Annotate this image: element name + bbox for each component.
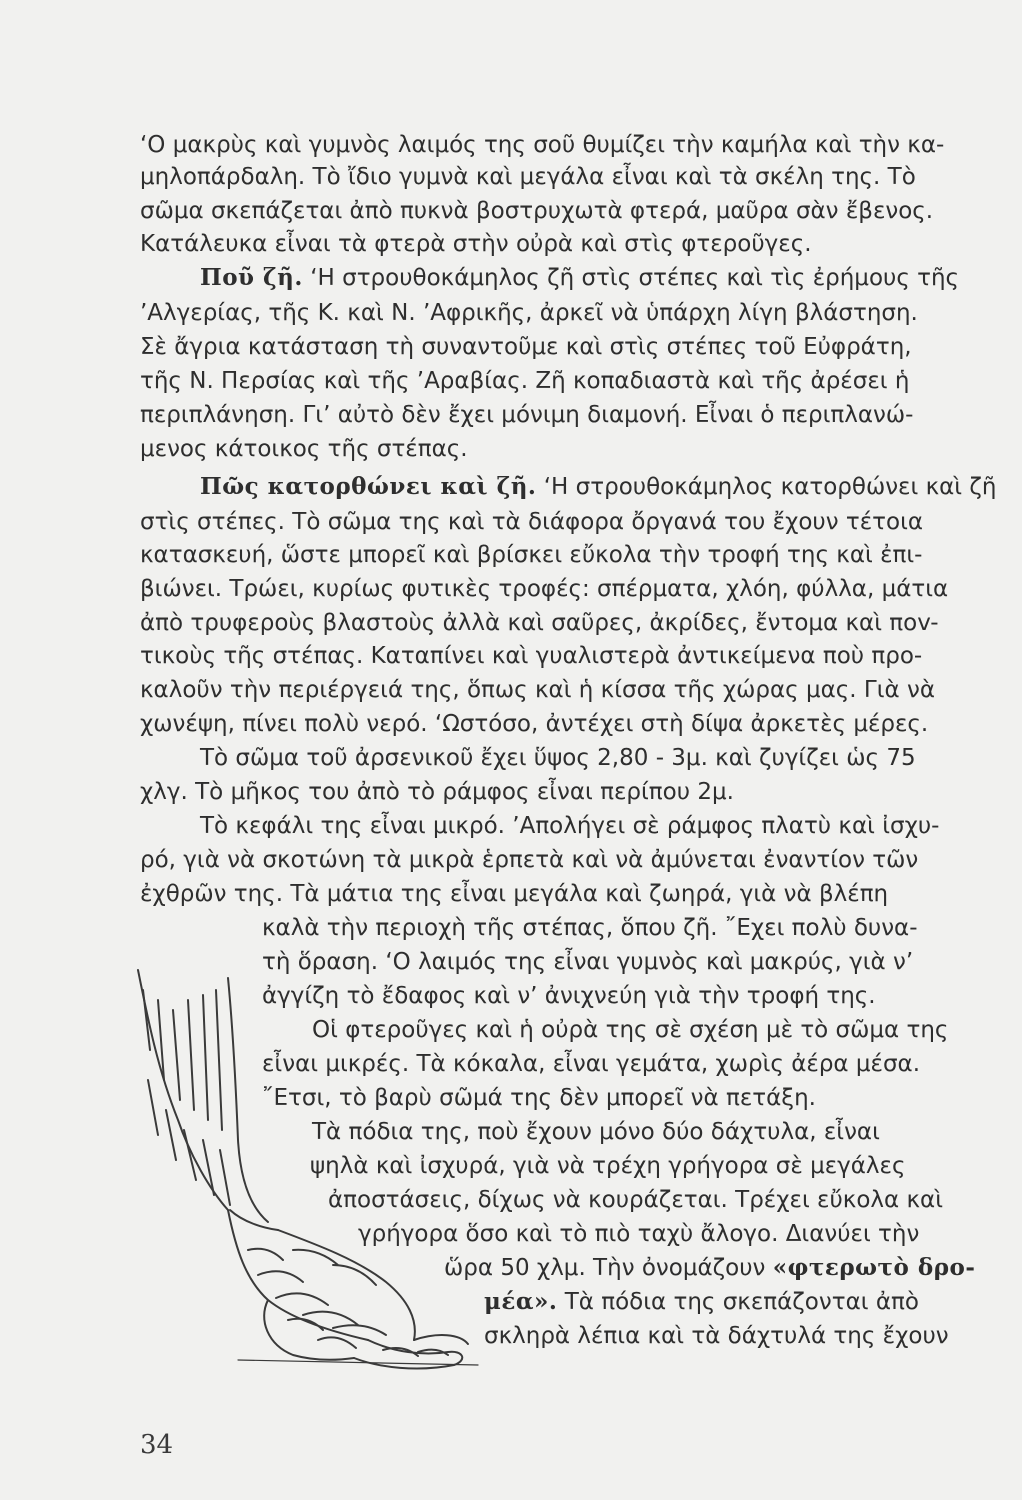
text-line: χλγ. Τὸ μῆκος του ἀπὸ τὸ ράμφος εἶναι περίπου 2μ. xyxy=(140,779,734,805)
text-line: Τὰ πόδια της, ποὺ ἔχουν μόνο δύο δάχτυλα, εἶναι xyxy=(312,1119,880,1145)
text-line: ἀπὸ τρυφεροὺς βλαστοὺς ἀλλὰ καὶ σαῦρες, ἀκρίδες, ἔντομα καὶ ποv- xyxy=(140,610,939,636)
bold-term: «φτερωτὸ δρο- xyxy=(772,1254,976,1281)
text-line: κατασκευή, ὥστε μπορεῖ καὶ βρίσκει εὔκολα τὴν τροφή της καὶ ἐπι- xyxy=(140,542,923,568)
text-line: ψηλὰ καὶ ἰσχυρά, γιὰ νὰ τρέχη γρήγορα σὲ μεγάλες xyxy=(310,1153,906,1179)
text-line: μέα». Τὰ πόδια της σκεπάζονται ἀπὸ xyxy=(484,1288,919,1315)
page-number: 34 xyxy=(140,1430,174,1460)
text-line: ἀποστάσεις, δίχως νὰ κουράζεται. Τρέχει εὔκολα καὶ xyxy=(328,1187,944,1213)
text-line: ‘Ο μακρὺς καὶ γυμνὸς λαιμός της σοῦ θυμίζει τὴν καμήλα καὶ τὴν κα- xyxy=(140,132,945,158)
text-line: στὶς στέπες. Τὸ σῶμα της καὶ τὰ διάφορα ὄργανά του ἔχουν τέτοια xyxy=(140,509,924,535)
text-line: Ποῦ ζῆ. ‘Η στρουθοκάμηλος ζῆ στὶς στέπες καὶ τὶς ἐρήμους τῆς xyxy=(200,264,960,291)
ostrich-leg-illustration xyxy=(118,960,498,1380)
text-line: Πῶς κατορθώνει καὶ ζῆ. ‘Η στρουθοκάμηλος κατορθώνει καὶ ζῆ xyxy=(200,473,997,500)
text-line: γρήγορα ὅσο καὶ τὸ πιὸ ταχὺ ἄλογο. Διανύει τὴν xyxy=(358,1221,920,1247)
text-line: σκληρὰ λέπια καὶ τὰ δάχτυλά της ἔχουν xyxy=(484,1323,949,1349)
text-line: βιώνει. Τρώει, κυρίως φυτικὲς τροφές: σπέρματα, χλόη, φύλλα, μάτια xyxy=(140,576,949,602)
text-line: ἀγγίζη τὸ ἔδαφος καὶ ν’ ἀνιχνεύη γιὰ τὴν τροφή της. xyxy=(262,983,876,1009)
text-line: καλοῦν τὴν περιέργειά της, ὅπως καὶ ἡ κίσσα τῆς χώρας μας. Γιὰ νὰ xyxy=(140,677,935,703)
text-line: Οἱ φτεροῦγες καὶ ἡ οὐρὰ της σὲ σχέση μὲ τὸ σῶμα της xyxy=(312,1017,949,1043)
text-line: εἶναι μικρές. Τὰ κόκαλα, εἶναι γεμάτα, χωρὶς ἀέρα μέσα. xyxy=(262,1051,921,1077)
text-line: Κατάλευκα εἶναι τὰ φτερὰ στὴν οὐρὰ καὶ στὶς φτεροῦγες. xyxy=(140,231,812,257)
section-heading: Πῶς κατορθώνει καὶ ζῆ. xyxy=(200,473,537,500)
text-line: Τὸ σῶμα τοῦ ἀρσενικοῦ ἔχει ὕψος 2,80 - 3μ. καὶ ζυγίζει ὡς 75 xyxy=(200,745,916,771)
bold-term: μέα». xyxy=(484,1288,558,1315)
text-line: μενος κάτοικος τῆς στέπας. xyxy=(140,436,468,462)
text-line: τῆς Ν. Περσίας καὶ τῆς ’Αραβίας. Ζῆ κοπαδιαστὰ καὶ τῆς ἀρέσει ἡ xyxy=(140,368,910,394)
text-line: Σὲ ἄγρια κατάσταση τὴ συναντοῦμε καὶ στὶς στέπες τοῦ Εὐφράτη, xyxy=(140,334,912,360)
text-line: ’Αλγερίας, τῆς Κ. καὶ Ν. ’Αφρικῆς, ἀρκεῖ νὰ ὑπάρχη λίγη βλάστηση. xyxy=(140,300,918,326)
text-line: μηλοπάρδαλη. Τὸ ἴδιο γυμνὰ καὶ μεγάλα εἶναι καὶ τὰ σκέλη της. Τὸ xyxy=(140,164,916,190)
text-line: Τὸ κεφάλι της εἶναι μικρό. ’Απολήγει σὲ ράμφος πλατὺ καὶ ἰσχυ- xyxy=(200,813,940,839)
text-line: καλὰ τὴν περιοχὴ τῆς στέπας, ὅπου ζῆ. ῎Εχει πολὺ δυνα- xyxy=(262,915,918,941)
section-heading: Ποῦ ζῆ. xyxy=(200,264,303,291)
text-line: ῎Ετσι, τὸ βαρὺ σῶμά της δὲν μπορεῖ νὰ πετάξη. xyxy=(262,1085,816,1111)
text-line: χωνέψη, πίνει πολὺ νερό. ‘Ωστόσο, ἀντέχει στὴ δίψα ἀρκετὲς μέρες. xyxy=(140,711,929,737)
text-line: ὥρα 50 χλμ. Τὴν ὀνομάζουν «φτερωτὸ δρο- xyxy=(444,1254,976,1281)
text-line: τὴ ὅραση. ‘Ο λαιμός της εἶναι γυμνὸς καὶ μακρύς, γιὰ ν’ xyxy=(262,949,914,975)
text-line: σῶμα σκεπάζεται ἀπὸ πυκνὰ βοστρυχωτὰ φτερά, μαῦρα σὰν ἔβενος. xyxy=(140,198,934,224)
text-line: ρό, γιὰ νὰ σκοτώνη τὰ μικρὰ ἑρπετὰ καὶ νὰ ἀμύνεται ἐναντίον τῶν xyxy=(140,847,919,873)
text-line: τικοὺς τῆς στέπας. Καταπίνει καὶ γυαλιστερὰ ἀντικείμενα ποὺ προ- xyxy=(140,643,923,669)
text-line: ἐχθρῶν της. Τὰ μάτια της εἶναι μεγάλα καὶ ζωηρά, γιὰ νὰ βλέπη xyxy=(140,881,889,907)
text-line: περιπλάνηση. Γι’ αὐτὸ δὲν ἔχει μόνιμη διαμονή. Εἶναι ὁ περιπλανώ- xyxy=(140,402,914,428)
